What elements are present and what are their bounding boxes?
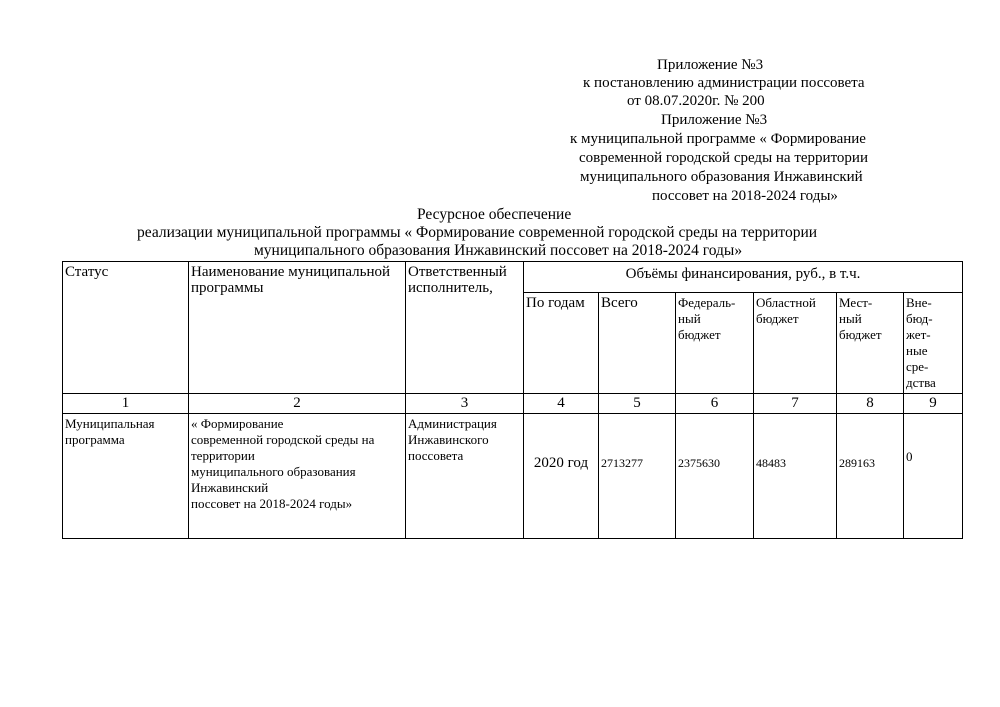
header-line-8: поссовет на 2018-2024 годы» [652, 188, 838, 204]
row-federal: 2375630 [676, 414, 754, 539]
header-line-7: муниципального образования Инжавинский [580, 169, 863, 185]
header-extra-budget: Вне- бюд- жет- ные сре- дства [904, 293, 963, 394]
column-number: 9 [904, 394, 963, 414]
header-regional-budget: Областной бюджет [754, 293, 837, 394]
row-total: 2713277 [599, 414, 676, 539]
row-year: 2020 год [524, 414, 599, 539]
header-local-budget: Мест- ный бюджет [837, 293, 904, 394]
header-line-5: к муниципальной программе « Формирование [570, 131, 866, 147]
header-status: Статус [63, 262, 189, 394]
row-executor: Администрация Инжавинского поссовета [406, 414, 524, 539]
funding-table [62, 261, 963, 539]
column-number: 7 [754, 394, 837, 414]
header-line-6: современной городской среды на территории [579, 150, 868, 166]
row-status: Муниципальная программа [63, 414, 189, 539]
header-total: Всего [599, 293, 676, 394]
header-line-2: к постановлению администрации поссовета [583, 75, 865, 91]
header-line-1: Приложение №3 [657, 57, 764, 73]
column-number: 4 [524, 394, 599, 414]
row-regional: 48483 [754, 414, 837, 539]
header-funding: Объёмы финансирования, руб., в т.ч. [524, 262, 963, 293]
header-line-3: от 08.07.2020г. № 200 [627, 93, 765, 109]
column-number: 2 [189, 394, 406, 414]
column-number-row [63, 394, 963, 414]
column-number: 1 [63, 394, 189, 414]
title-line-2: реализации муниципальной программы « Формирование современной городской среды на территории [137, 224, 818, 241]
header-line-4: Приложение №3 [661, 112, 768, 128]
column-number: 5 [599, 394, 676, 414]
row-extra: 0 [904, 414, 963, 539]
row-program-name: « Формирование современной городской среды на территории муниципального образования Инжавинский поссовет на 2018-2024 годы» [189, 414, 406, 539]
title-line-3: муниципального образования Инжавинский поссовет на 2018-2024 годы» [254, 242, 743, 259]
header-federal-budget: Федераль- ный бюджет [676, 293, 754, 394]
header-by-year: По годам [524, 293, 599, 394]
title-line-1: Ресурсное обеспечение [417, 206, 572, 223]
header-program-name: Наименование муниципальной программы [189, 262, 406, 394]
column-number: 3 [406, 394, 524, 414]
header-row-1 [63, 262, 963, 293]
row-local: 289163 [837, 414, 904, 539]
column-number: 8 [837, 394, 904, 414]
table-row [63, 414, 963, 539]
column-number: 6 [676, 394, 754, 414]
header-executor: Ответственный исполнитель, [406, 262, 524, 394]
